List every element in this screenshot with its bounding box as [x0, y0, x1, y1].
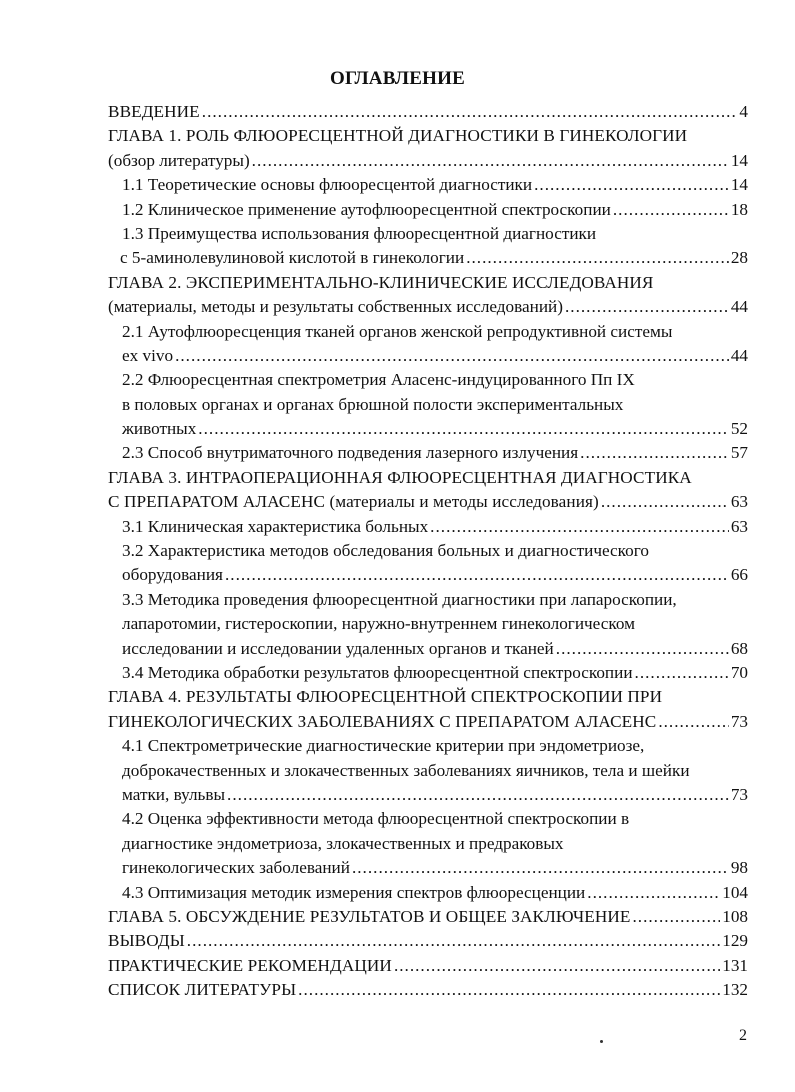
toc-entry-text: 3.4 Методика обработки результатов флюоресцентной спектроскопии [122, 662, 633, 682]
toc-entry-3-3-cont[interactable] [108, 612, 748, 636]
dot-leader [580, 441, 729, 465]
toc-entry-text: 3.1 Клиническая характеристика больных [122, 516, 429, 536]
dot-leader [202, 100, 738, 124]
toc-page-number: 18 [730, 199, 748, 219]
toc-page-number: 68 [730, 638, 748, 658]
toc-entry-chapter-1-cont[interactable] [108, 149, 748, 173]
toc-entry-text: 3.3 Методика проведения флюоресцентной диагностики при лапароскопии, [122, 589, 677, 609]
toc-entry-text: доброкачественных и злокачественных заболеваниях яичников, тела и шейки [122, 760, 690, 780]
toc-entry-text: ГЛАВА 2. ЭКСПЕРИМЕНТАЛЬНО-КЛИНИЧЕСКИЕ ИССЛЕДОВАНИЯ [108, 272, 654, 292]
toc-entry-chapter-2[interactable] [108, 271, 748, 295]
toc-entry-text: ВВЕДЕНИЕ [108, 102, 200, 121]
toc-entry-text: ГЛАВА 3. ИНТРАОПЕРАЦИОННАЯ ФЛЮОРЕСЦЕНТНАЯ ДИАГНОСТИКА [108, 467, 692, 487]
toc-entry-text: гинекологических заболеваний [122, 858, 350, 878]
toc-entry-1-1[interactable] [108, 173, 748, 197]
scan-speck [600, 1040, 603, 1043]
toc-entry-1-3[interactable] [108, 222, 748, 246]
toc-entry-text: с 5-аминолевулиновой кислотой в гинекологии [120, 248, 465, 268]
toc-entry-4-1[interactable] [108, 734, 748, 758]
toc-entry-4-2-cont[interactable] [108, 832, 748, 856]
toc-entry-text: диагностике эндометриоза, злокачественных и предраковых [122, 833, 564, 853]
toc-entry-1-2[interactable] [108, 198, 748, 222]
toc-entry-chapter-1[interactable] [108, 124, 748, 148]
toc-page-number: 4 [739, 102, 748, 121]
dot-leader [587, 881, 720, 905]
dot-leader [227, 783, 729, 807]
dot-leader [175, 344, 729, 368]
dot-leader [613, 198, 729, 222]
toc-entry-2-1-cont[interactable] [108, 344, 748, 368]
toc-entry-text: ВЫВОДЫ [108, 931, 185, 951]
toc-entry-2-2-cont2[interactable] [108, 417, 748, 441]
toc-entry-text: 4.3 Оптимизация методик измерения спектров флюоресценции [122, 882, 586, 902]
toc-entry-4-1-cont[interactable] [108, 759, 748, 783]
dot-leader [352, 856, 729, 880]
toc-page-number: 14 [730, 175, 748, 195]
toc-entry-3-2-cont[interactable] [108, 563, 748, 587]
toc-page-number: 44 [730, 297, 748, 317]
toc-entry-text: 4.2 Оценка эффективности метода флюоресцентной спектроскопии в [122, 809, 630, 829]
toc-entry-text: СПИСОК ЛИТЕРАТУРЫ [108, 980, 297, 1000]
dot-leader [298, 978, 720, 1002]
dot-leader [556, 637, 729, 661]
dot-leader [601, 490, 729, 514]
page-title: ОГЛАВЛЕНИЕ [330, 68, 465, 89]
toc-page-number: 73 [730, 711, 748, 731]
toc-entry-chapter-2-cont[interactable] [108, 295, 748, 319]
toc-page-number: 98 [730, 858, 748, 878]
dot-leader [635, 661, 729, 685]
dot-leader [394, 954, 720, 978]
table-of-contents [108, 100, 748, 1002]
toc-entry-text: 2.3 Способ внутриматочного подведения лазерного излучения [122, 443, 579, 463]
toc-entry-chapter-4-cont[interactable] [108, 710, 748, 734]
toc-page-number: 104 [722, 882, 748, 902]
toc-entry-text: 2.2 Флюоресцентная спектрометрия Аласенс-индуцированного Пп IX [122, 370, 635, 390]
toc-page-number: 132 [722, 980, 748, 1000]
toc-entry-3-4[interactable] [108, 661, 748, 685]
toc-entry-4-2-cont2[interactable] [108, 856, 748, 880]
toc-entry-3-2[interactable] [108, 539, 748, 563]
toc-page-number: 57 [730, 443, 748, 463]
toc-entry-chapter-4[interactable] [108, 685, 748, 709]
toc-entry-text: животных [122, 419, 197, 439]
toc-page-number: 129 [722, 931, 748, 951]
toc-entry-2-3[interactable] [108, 441, 748, 465]
toc-entry-text: 2.1 Аутофлюоресценция тканей органов женской репродуктивной системы [122, 321, 673, 341]
toc-page-number: 131 [722, 955, 748, 975]
toc-page-number: 52 [730, 419, 748, 439]
dot-leader [198, 417, 729, 441]
dot-leader [187, 929, 720, 953]
toc-entry-2-2[interactable] [108, 368, 748, 392]
toc-entry-text: С ПРЕПАРАТОМ АЛАСЕНС (материалы и методы исследования) [108, 492, 599, 512]
toc-entry-text: 4.1 Спектрометрические диагностические критерии при эндометриозе, [122, 736, 645, 756]
toc-entry-text: (обзор литературы) [108, 150, 250, 170]
toc-entry-3-1[interactable] [108, 515, 748, 539]
toc-entry-text: матки, вульвы [122, 784, 226, 804]
toc-page-number: 14 [730, 150, 748, 170]
toc-entry-introduction[interactable] [108, 100, 748, 124]
dot-leader [658, 710, 729, 734]
toc-entry-text: ГЛАВА 5. ОБСУЖДЕНИЕ РЕЗУЛЬТАТОВ И ОБЩЕЕ ЗАКЛЮЧЕНИЕ [108, 906, 631, 926]
toc-entry-3-3-cont2[interactable] [108, 637, 748, 661]
toc-entry-conclusions[interactable] [108, 929, 748, 953]
toc-page-number: 44 [730, 345, 748, 365]
toc-entry-4-3[interactable] [108, 881, 748, 905]
toc-entry-recommendations[interactable] [108, 954, 748, 978]
dot-leader [534, 173, 729, 197]
toc-entry-text: (материалы, методы и результаты собственных исследований) [108, 297, 563, 317]
toc-entry-text: исследовании и исследовании удаленных органов и тканей [122, 638, 554, 658]
toc-page-number: 28 [730, 248, 748, 268]
dot-leader [225, 563, 729, 587]
toc-page-number: 73 [730, 784, 748, 804]
toc-entry-text: ПРАКТИЧЕСКИЕ РЕКОМЕНДАЦИИ [108, 955, 392, 975]
toc-entry-text: ГЛАВА 4. РЕЗУЛЬТАТЫ ФЛЮОРЕСЦЕНТНОЙ СПЕКТРОСКОПИИ ПРИ [108, 687, 663, 707]
dot-leader [430, 515, 729, 539]
toc-page-number: 63 [730, 492, 748, 512]
toc-page-number: 63 [730, 516, 748, 536]
toc-entry-text: 1.1 Теоретические основы флюоресцентой диагностики [122, 175, 533, 195]
dot-leader [252, 149, 729, 173]
toc-entry-chapter-5[interactable] [108, 905, 748, 929]
page-number: 2 [739, 1027, 747, 1044]
toc-entry-references[interactable] [108, 978, 748, 1002]
dot-leader [632, 905, 720, 929]
dot-leader [466, 246, 729, 270]
dot-leader [565, 295, 729, 319]
toc-entry-2-1[interactable] [108, 320, 748, 344]
toc-entry-text: в половых органах и органах брюшной полости экспериментальных [122, 394, 624, 414]
toc-entry-chapter-3[interactable] [108, 466, 748, 490]
toc-page-number: 108 [722, 906, 748, 926]
toc-entry-2-2-cont[interactable] [108, 393, 748, 417]
toc-entry-text: лапаротомии, гистероскопии, наружно-внутреннем гинекологическом [122, 614, 635, 634]
toc-entry-4-2[interactable] [108, 807, 748, 831]
toc-entry-text: 1.3 Преимущества использования флюоресцентной диагностики [122, 223, 597, 243]
toc-entry-3-3[interactable] [108, 588, 748, 612]
toc-entry-text: 3.2 Характеристика методов обследования больных и диагностического [122, 541, 649, 561]
toc-entry-text: ГЛАВА 1. РОЛЬ ФЛЮОРЕСЦЕНТНОЙ ДИАГНОСТИКИ В ГИНЕКОЛОГИИ [108, 126, 688, 146]
toc-page-number: 70 [730, 662, 748, 682]
toc-entry-text: оборудования [122, 565, 223, 585]
toc-entry-1-3-cont[interactable] [108, 246, 748, 270]
toc-entry-text: ex vivo [122, 345, 174, 365]
toc-entry-text: ГИНЕКОЛОГИЧЕСКИХ ЗАБОЛЕВАНИЯХ С ПРЕПАРАТОМ АЛАСЕНС [108, 711, 657, 731]
toc-entry-chapter-3-cont[interactable] [108, 490, 748, 514]
toc-entry-4-1-cont2[interactable] [108, 783, 748, 807]
toc-entry-text: 1.2 Клиническое применение аутофлюоресцентной спектроскопии [122, 199, 611, 219]
toc-page-number: 66 [730, 565, 748, 585]
